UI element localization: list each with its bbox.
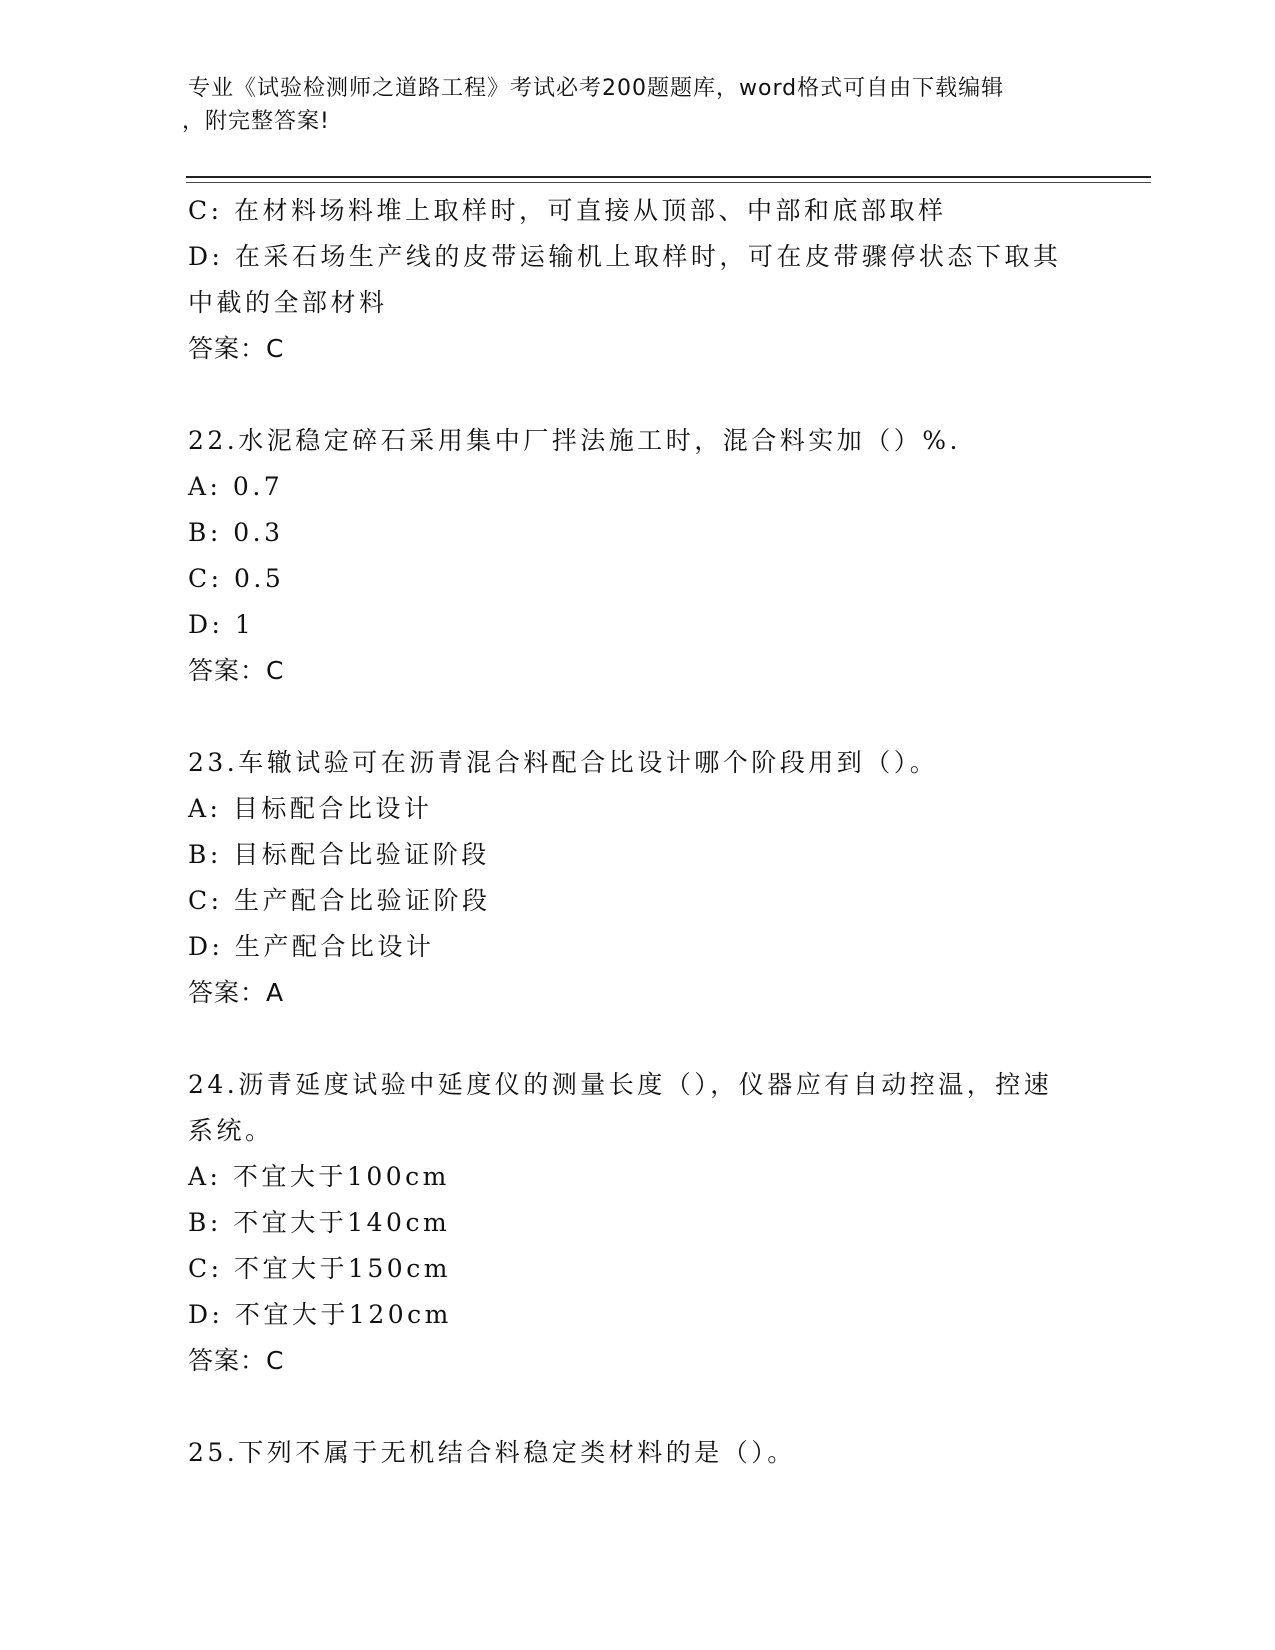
q24-option-d: D: 不宜大于120cm	[188, 1300, 452, 1329]
q23-question: 23.车辙试验可在沥青混合料配合比设计哪个阶段用到（）。	[188, 748, 939, 777]
q24-question-line-2: 系统。	[188, 1116, 274, 1145]
q21-option-c: C: 在材料场料堆上取样时，可直接从顶部、中部和底部取样	[188, 196, 947, 225]
question-23	[188, 740, 1078, 1016]
q23-option-b: B: 目标配合比验证阶段	[188, 840, 490, 869]
spacer	[188, 372, 1078, 418]
q24-question-line-1: 24.沥青延度试验中延度仪的测量长度（），仪器应有自动控温，控速	[188, 1070, 1053, 1099]
q25-question: 25.下列不属于无机结合料稳定类材料的是（）。	[188, 1438, 796, 1467]
q21-answer: 答案：C	[188, 334, 285, 363]
header-divider-thin	[186, 182, 1151, 183]
q24-answer: 答案：C	[188, 1346, 285, 1375]
q24-option-a: A: 不宜大于100cm	[188, 1162, 450, 1191]
header-divider-thick	[186, 176, 1151, 178]
spacer	[188, 694, 1078, 740]
q21-option-d-line-2: 中截的全部材料	[188, 288, 388, 317]
spacer	[188, 1016, 1078, 1062]
q22-answer: 答案：C	[188, 656, 285, 685]
question-list	[188, 188, 1078, 1476]
spacer	[188, 1384, 1078, 1430]
q23-option-a: A: 目标配合比设计	[188, 794, 433, 823]
header-line-1: 专业《试验检测师之道路工程》考试必考200题题库，word格式可自由下载编辑	[188, 76, 1005, 101]
q22-option-b: B: 0.3	[188, 518, 284, 547]
q22-question: 22.水泥稳定碎石采用集中厂拌法施工时，混合料实加（）%.	[188, 426, 961, 455]
question-21-tail	[188, 188, 1078, 372]
q22-option-d: D: 1	[188, 610, 255, 639]
question-24	[188, 1062, 1078, 1384]
q23-answer: 答案：A	[188, 978, 285, 1007]
q22-option-c: C: 0.5	[188, 564, 285, 593]
q24-option-b: B: 不宜大于140cm	[188, 1208, 451, 1237]
question-25	[188, 1430, 1078, 1476]
q23-option-c: C: 生产配合比验证阶段	[188, 886, 491, 915]
q24-option-c: C: 不宜大于150cm	[188, 1254, 451, 1283]
document-header	[182, 72, 1068, 138]
q21-option-d-line-1: D: 在采石场生产线的皮带运输机上取样时，可在皮带骤停状态下取其	[188, 242, 1062, 271]
header-line-2: ，附完整答案!	[182, 109, 330, 134]
q23-option-d: D: 生产配合比设计	[188, 932, 435, 961]
question-22	[188, 418, 1078, 694]
q22-option-a: A: 0.7	[188, 472, 284, 501]
